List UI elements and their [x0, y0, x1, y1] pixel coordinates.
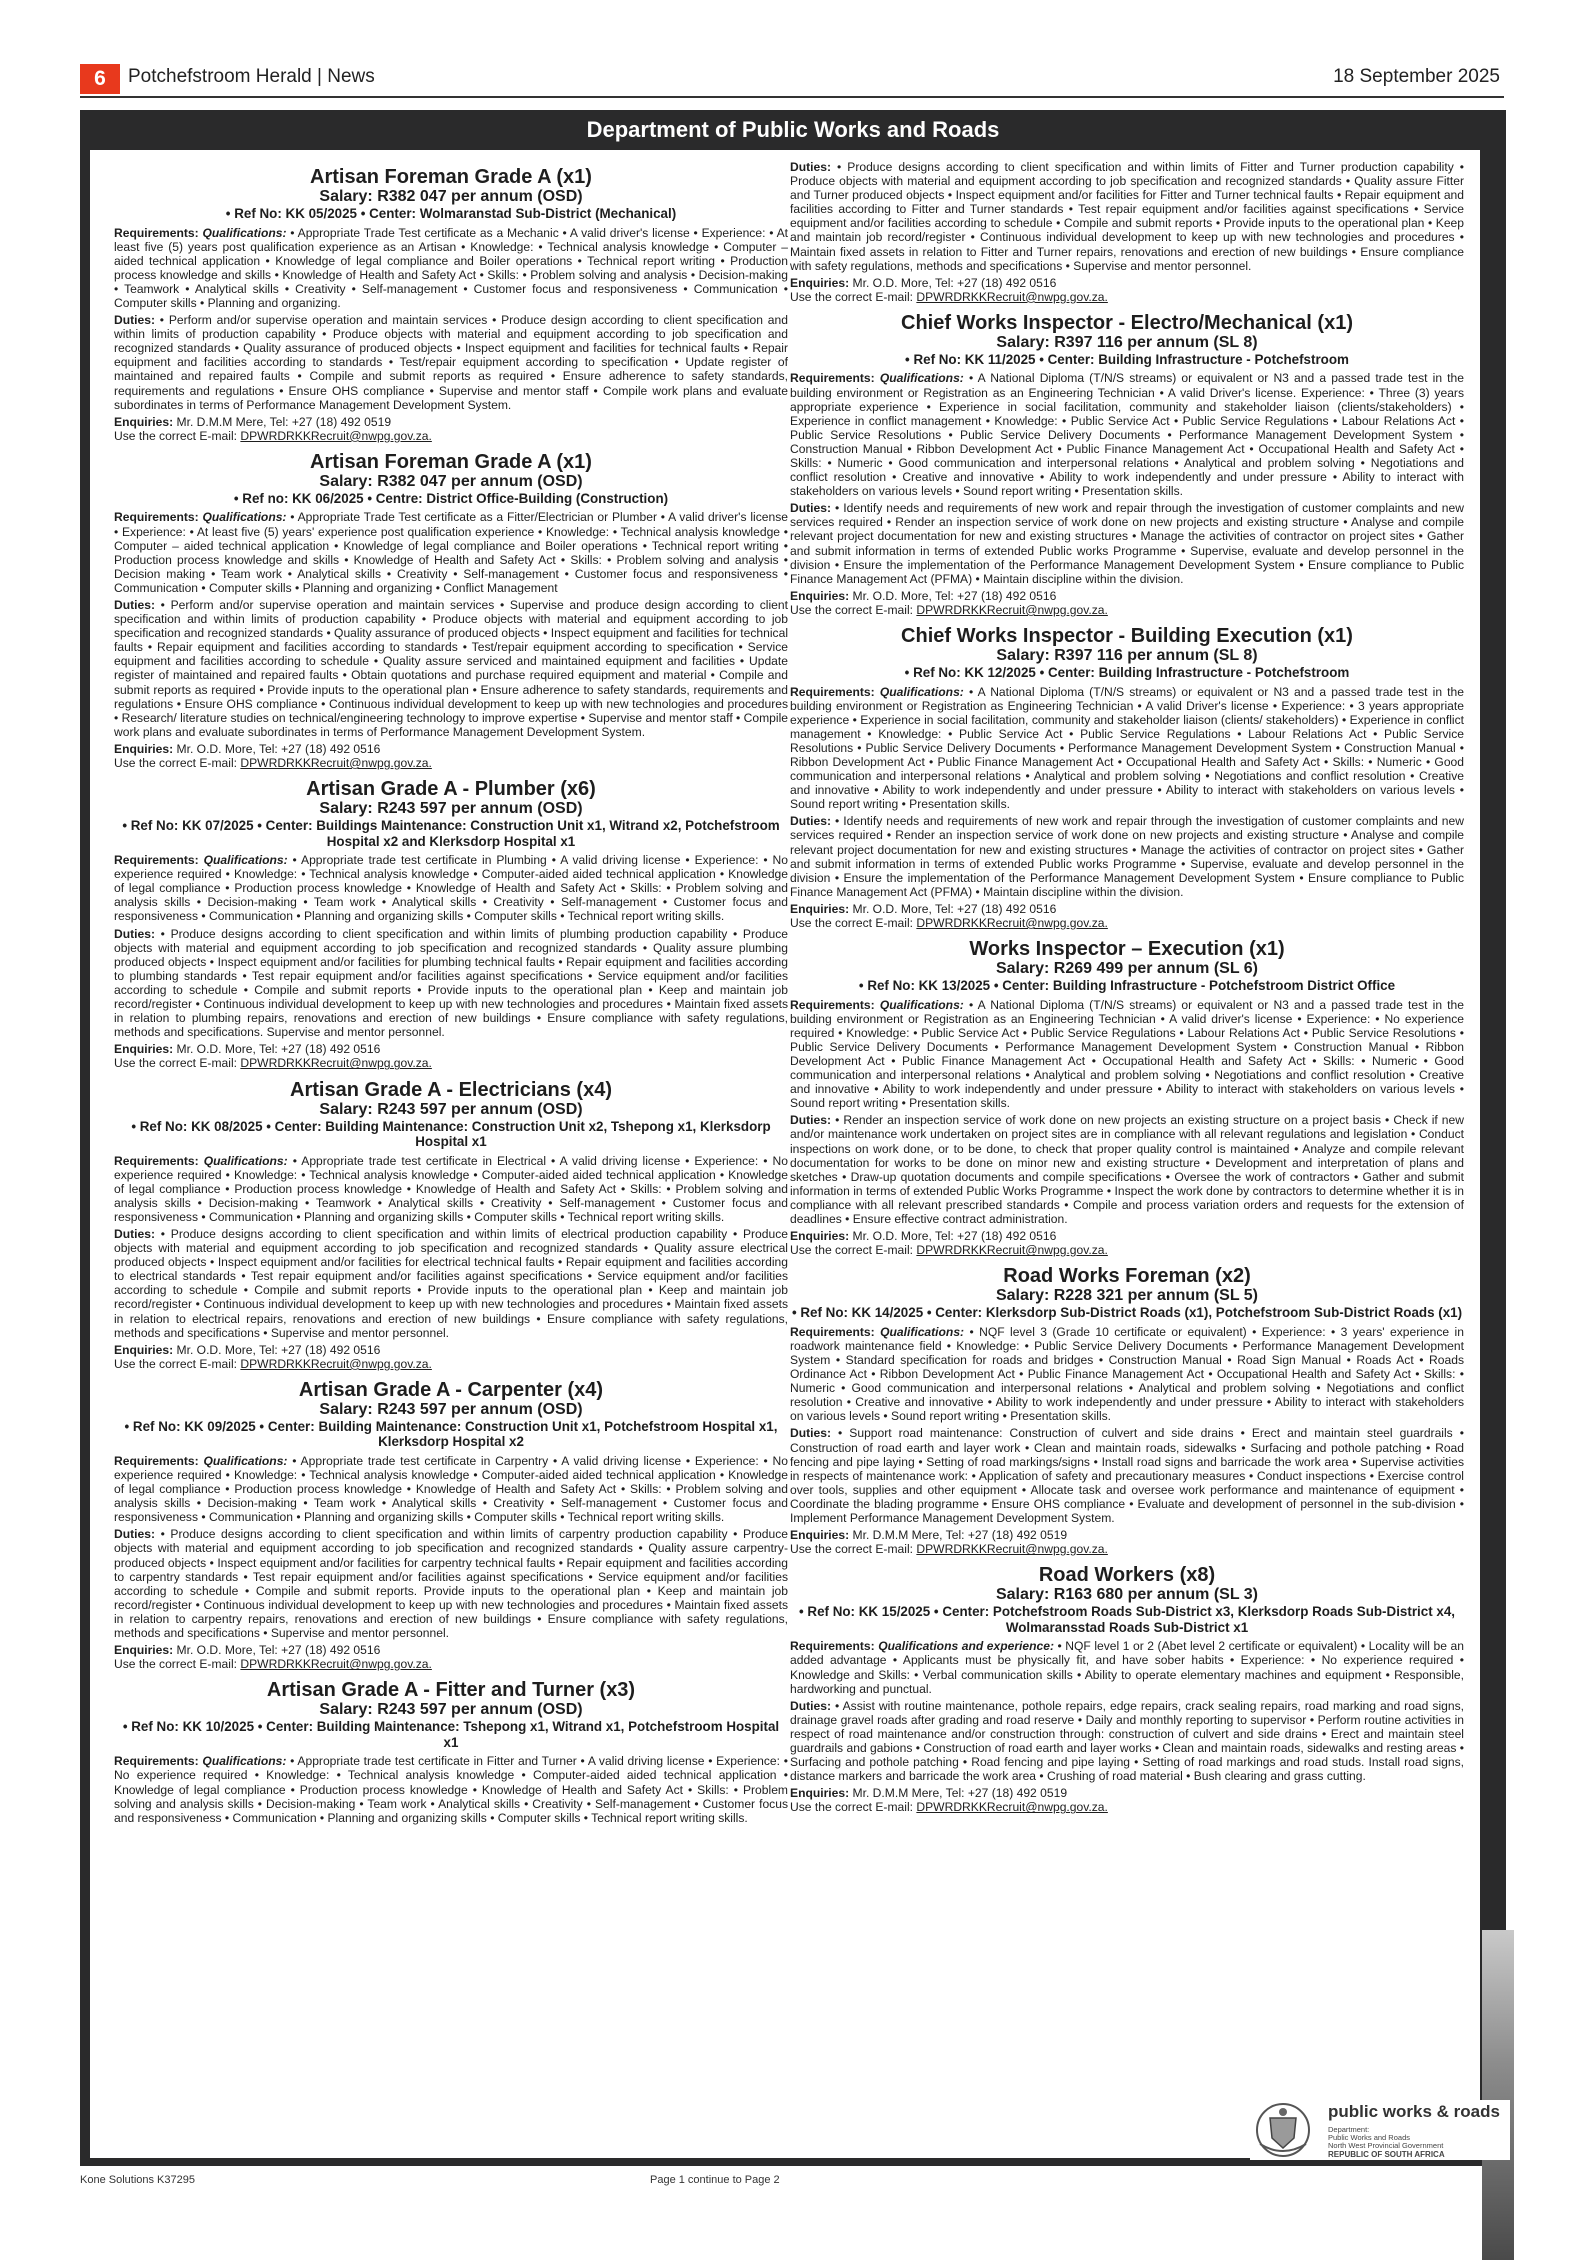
job-reference: • Ref No: KK 08/2025 • Center: Building Maintenance: Construction Unit x2, Tshepong x1, Klerksdorp Hospital x1 — [131, 1118, 771, 1149]
enquiries-label: Enquiries: — [114, 1342, 174, 1357]
job-enquiries — [790, 589, 1464, 603]
email-link[interactable]: DPWRDRKKRecruit@nwpg.gov.za. — [240, 428, 432, 443]
duties-label: Duties: — [114, 1527, 155, 1542]
email-link[interactable]: DPWRDRKKRecruit@nwpg.gov.za. — [916, 289, 1108, 304]
job-enquiries — [114, 415, 788, 429]
job-enquiries — [790, 1786, 1464, 1800]
qualifications-label: Qualifications: — [202, 1754, 287, 1769]
email-label: Use the correct E-mail: — [790, 1800, 913, 1815]
duties-text: • Render an inspection service of work done on new projects an existing structure on a project basis • Check if new and/or maintenance work undertaken on project sites are in compliance with all relevant regulations and legislation • Conduct inspections on work done, or to be done, to check that proper quality control is maintained • Analyze and compile relevant documentation for works to be done on minor new and existing structure • Development and interpretation of plans and sketches • Draw-up quotation documents and compile specifications • Oversee the work of contractors • Gather and submit information in terms of extended Public Works Programme • Inspect the work done by contractors to determine whether it is in compliance with all relevant prescribed standards • Compile and process variation orders and requests for the extension of deadlines • Ensure effective contract administration. — [790, 1113, 1464, 1227]
enquiries-label: Enquiries: — [114, 741, 174, 756]
requirements-text: • Appropriate Trade Test certificate as a Mechanic • A valid driver's license • Experience: • At least five (5) years post qualification experience as an Artisan • Knowledge: • Technical analysis knowledge • Computer – aided technical application • Knowledge of legal compliance and Boiler operations • Technical report writing • Production process knowledge and skills • Knowledge of Health and Safety Act • Skills: • Problem solving and analysis • Decision-making • Teamwork • Analytical skills • Creativity • Self-management • Customer focus and responsiveness • Communication • Computer skills • Planning and organizing. — [114, 225, 788, 310]
footer-continuation: Page 1 continue to Page 2 — [650, 2174, 780, 2186]
job-salary: Salary: R243 597 per annum (OSD) — [319, 1701, 583, 1719]
job-title: Artisan Grade A - Carpenter (x4) — [298, 1378, 604, 1401]
requirements-text: • Appropriate trade test certificate in Electrical • A valid driving license • Experience: • No experience required • Knowledge: • Technical analysis knowledge • Computer-aided aided technical application • Knowledge of legal compliance • Production process knowledge • Knowledge of Health and Safety Act • Skills: • Problem solving and analysis skills • Decision-making • Teamwork • Analytical skills • Creativity • Self-management • Customer focus and responsiveness • Communication • Planning and organizing skills • Computer skills • Technical report writing skills. — [114, 1153, 788, 1224]
requirements-label: Requirements: — [790, 1639, 875, 1654]
email-label: Use the correct E-mail: — [114, 756, 237, 770]
page-number: 6 — [80, 64, 120, 94]
requirements-text: • A National Diploma (T/N/S streams) or equivalent or N3 and a passed trade test in the building environment or Registration as an Engineering Technician • A valid Driver's license. Experience: • Three (3) years appropriate experience • Experience in social facilitation, community and stakeholder liaison (clients/stakeholders) • Experience in conflict management • Knowledge: • Public Service Act • Public Service Regulations • Labour Relations Act • Public Service Resolutions • Public Service Delivery Documents • Performance Management Development System • Construction Manual • Ribbon Development Act • Public Finance Management Act • Occupational Health and Safety Act • Skills: • Numeric • Good communication and interpersonal relations • Analytical and problem solving • Negotiations and conflict resolution • Creative and innovative • Ability to work independently and under pressure • Ability to interact with stakeholders on various levels • Sound report writing • Presentation skills. — [790, 371, 1464, 499]
enquiries-label: Enquiries: — [790, 588, 850, 603]
requirements-label: Requirements: — [114, 1754, 199, 1769]
enquiries-text: Mr. D.M.M Mere, Tel: +27 (18) 492 0519 — [852, 1786, 1068, 1801]
job-email — [114, 429, 788, 443]
requirements-text: • NQF level 3 (Grade 10 certificate or equivalent) • Experience: • 3 years' experience in roadwork maintenance field • Knowledge: • Public Service Delivery Documents • Performance Management Development System • Standard specification for roads and bridges • Construction Manual • Road Sign Manual • Roads Act • Roads Ordinance Act • Ribbon Development Act • Public Finance Management Act • Occupational Health and Safety Act • Skills: • Numeric • Good communication and interpersonal relations • Analytical and problem solving • Negotiations and conflict resolution • Creative and innovative • Ability to work independently and under pressure • Ability to interact with stakeholders on various levels • Sound report writing • Presentation skills. — [790, 1324, 1464, 1424]
duties-label: Duties: — [114, 313, 155, 328]
requirements-text: • Appropriate trade test certificate in Carpentry • A valid driving license • Experience: • No experience required • Knowledge: • Technical analysis knowledge • Computer-aided aided technical application • Knowledge of legal compliance • Production process knowledge • Knowledge of Health and Safety Act • Skills: • Problem solving and analysis skills • Decision-making • Team work • Analytical skills • Creativity • Self-management • Customer focus and responsiveness • Communication • Planning and organizing skills • Computer skills • Technical report writing skills. — [114, 1453, 788, 1525]
job-listing — [790, 312, 1464, 617]
job-title: Road Workers (x8) — [1038, 1564, 1216, 1587]
job-salary: Salary: R163 680 per annum (SL 3) — [995, 1586, 1259, 1604]
job-title: Chief Works Inspector - Building Execution (x1) — [901, 625, 1353, 648]
duties-text: • Support road maintenance: Construction of culvert and side drains • Erect and maintain steel guardrails • Construction of road earth and layer work • Clean and maintain roads, sidewalks • Surfacing and pothole patching • Road fencing and pipe laying • Setting of road markings/signs • Install road signs and barricade the work area • Supervise activities in respects of maintenance work: • Application of safety and precautionary measures • Conduct inspections • Exercise control over tools, supplies and other equipment • Allocate task and oversee work performance and maintenance of equipment • Coordinate the blading programme • Ensure OHS compliance • Evaluate and development of personnel in the sub-division • Implement Performance Management Development System. — [790, 1426, 1464, 1526]
job-duties — [790, 1113, 1464, 1226]
email-label: Use the correct E-mail: — [790, 602, 913, 617]
email-label: Use the correct E-mail: — [790, 289, 913, 304]
enquiries-text: Mr. O.D. More, Tel: +27 (18) 492 0516 — [852, 588, 1057, 603]
qualifications-label: Qualifications: — [202, 225, 287, 240]
job-duties — [790, 1426, 1464, 1525]
advert-frame — [80, 110, 1506, 2166]
duties-text: • Produce designs according to client specification and within limits of carpentry production capability • Produce objects with material and equipment according to job specification and recognized standards • Quality assure carpentry-produced objects • Inspect equipment and/or facilities for carpentry technical faults • Repair equipment and facilities according to carpentry standards • Test repair equipment and/or facilities against specifications • Service equipment and/or facilities according to schedule • Compile and submit reports. Provide inputs to the operational plan • Keep and maintain job record/register • Continuous individual development to keep up with new technologies and procedures • Maintain fixed assets in relation to carpentry repairs, renovations and erection of new buildings • Ensure compliance with safety regulations, methods and specifications • Supervise and mentor personnel. — [114, 1527, 788, 1641]
job-listing — [114, 1079, 788, 1371]
email-link[interactable]: DPWRDRKKRecruit@nwpg.gov.za. — [240, 1356, 432, 1371]
job-email — [790, 916, 1464, 930]
job-duties — [790, 814, 1464, 899]
enquiries-text: Mr. D.M.M Mere, Tel: +27 (18) 492 0519 — [852, 1528, 1068, 1543]
requirements-label: Requirements: — [114, 225, 199, 240]
qualifications-label: Qualifications: — [879, 997, 964, 1012]
job-listing — [114, 1379, 788, 1671]
email-link[interactable]: DPWRDRKKRecruit@nwpg.gov.za. — [916, 1243, 1108, 1258]
duties-text: • Identify needs and requirements of new work and repair through the investigation of customer complaints and new services required • Render an inspection service of work done on new projects and existing structure • Analyse and compile relevant project documentation for new and existing structures • Manage the activities of contractor on project sites • Gather and submit information in terms of extended Public works Programme • Supervise, evaluate and develop personnel in the division • Ensure the implementation of the Performance Management Development System • Ensure compliance to Public Finance Management Act (PFMA) • Maintain discipline within the division. — [790, 814, 1464, 899]
job-salary: Salary: R382 047 per annum (OSD) — [319, 188, 583, 205]
requirements-label: Requirements: — [114, 1453, 199, 1468]
qualifications-label: Qualifications: — [203, 853, 288, 868]
duties-label: Duties: — [790, 1113, 831, 1128]
enquiries-text: Mr. D.M.M Mere, Tel: +27 (18) 492 0519 — [176, 414, 392, 429]
job-requirements — [790, 371, 1464, 498]
job-reference: • Ref No: KK 07/2025 • Center: Buildings Maintenance: Construction Unit x1, Witrand x2, Potchefstroom Hospital x2 and Klerksdorp Hospital x1 — [122, 818, 780, 849]
job-salary: Salary: R243 597 per annum (OSD) — [319, 1100, 583, 1118]
job-reference: • Ref No: KK 13/2025 • Center: Building Infrastructure - Potchefstroom District Office — [858, 978, 1396, 994]
job-requirements — [114, 226, 788, 311]
job-duties — [790, 501, 1464, 586]
duties-label: Duties: — [790, 1426, 831, 1441]
logo-line-2: Public Works and Roads — [1328, 2133, 1410, 2142]
job-listing — [114, 778, 788, 1070]
job-reference: • Ref No: KK 09/2025 • Center: Building Maintenance: Construction Unit x1, Potchefstroom Hospital x1, Klerksdorp Hospital x2 — [124, 1418, 778, 1450]
duties-text: • Assist with routine maintenance, pothole repairs, edge repairs, crack sealing repairs, road marking and road signs, drainage gravel roads after grading and road reserve • Daily and monthly reporting to supervisor • Perform routine activities in respect of road maintenance and/or construction through: construction of culvert and side drains • Erect and maintain steel guardrails and gabions • Construction of road earth and layer works • Clean and maintain roads, sidewalks and resting areas • Surfacing and pothole patching • Road fencing and pipe laying • Setting of road markings and road studs. Install road signs, distance markers and barricade the work area • Crushing of road material • Bush clearing and grass cutting. — [790, 1698, 1464, 1784]
requirements-label: Requirements: — [790, 1324, 875, 1339]
requirements-text: • Appropriate Trade Test certificate as a Fitter/Electrician or Plumber • A valid driver's license • Experience: • At least five (5) years' experience post qualification experience • Knowledge: • Technical analysis knowledge • Computer – aided technical application • Knowledge of legal compliance and Boiler operations • Technical report writing • Production process knowledge and skills • Knowledge of Health and Safety Act • Skills: • Problem solving and analysis • Decision making • Team work • Analytical skills • Creativity • Self-management • Customer focus and responsiveness • Communication • Computer skills • Planning and organizing • Conflict Management — [114, 510, 788, 595]
enquiries-label: Enquiries: — [114, 414, 174, 429]
email-label: Use the correct E-mail: — [114, 1657, 237, 1672]
duties-label: Duties: — [114, 1226, 155, 1241]
enquiries-label: Enquiries: — [790, 1786, 850, 1801]
job-requirements — [790, 998, 1464, 1111]
road-photo — [1482, 1930, 1514, 2260]
job-duties — [790, 1699, 1464, 1784]
job-salary: Salary: R397 116 per annum (SL 8) — [996, 333, 1258, 351]
enquiries-label: Enquiries: — [114, 1643, 174, 1658]
qualifications-label: Qualifications: — [202, 510, 287, 525]
department-logo — [1250, 2100, 1510, 2160]
job-requirements — [790, 1325, 1464, 1424]
enquiries-label: Enquiries: — [114, 1042, 174, 1057]
right-column — [790, 160, 1464, 1817]
job-requirements — [114, 1154, 788, 1224]
header-rule — [80, 96, 1504, 98]
logo-line-3: North West Provincial Government — [1328, 2141, 1444, 2150]
job-title: Chief Works Inspector - Electro/Mechanical (x1) — [901, 311, 1353, 334]
job-title: Artisan Grade A - Plumber (x6) — [306, 778, 596, 801]
job-listing — [790, 1564, 1464, 1814]
requirements-label: Requirements: — [790, 371, 875, 386]
enquiries-text: Mr. O.D. More, Tel: +27 (18) 492 0516 — [852, 275, 1057, 290]
duties-text: • Perform and/or supervise operation and maintain services • Produce design according to client specification and within limits of production capability • Produce objects with material and equipment according to job specification and recognized standards • Quality assurance of produced objects • Inspect equipment and facilities for technical faults • Repair equipment and facilities according to standards • Test/repair equipment according to specification • Update register of maintained and repaired faults • Compile and submit reports as required • Ensure adherence to safety standards, requirements and regulations • Ensure OHS compliance • Supervise and mentor staff • Compile work plans and evaluate subordinates in terms of Performance Management Development System. — [114, 313, 788, 412]
job-title: Artisan Grade A - Fitter and Turner (x3) — [266, 1679, 636, 1702]
duties-label: Duties: — [790, 160, 831, 174]
duties-text: • Produce designs according to client specification and within limits of Fitter and Turner production capability • Produce objects with material and equipment according to job specification and recognized standards • Quality assure Fitter and Turner produced objects • Inspect equipment and/or facilities for Fitter and Turner technical faults • Repair equipment and facilities according to Fitter and Turner standards • Test repair equipment and/or facilities against specifications • Service equipment and/or facilities according to schedule • Compile and submit reports • Provide inputs to the operational plan • Keep and maintain job record/register • Continuous individual development to keep up with new technologies and procedures • Maintain fixed assets in relation to Fitter and Turner repairs, renovations and erection of new buildings • Ensure compliance with safety regulations, methods and specifications • Supervise and mentor personnel. — [790, 160, 1464, 273]
qualifications-label: Qualifications: — [879, 371, 964, 386]
enquiries-text: Mr. O.D. More, Tel: +27 (18) 492 0516 — [176, 1342, 381, 1357]
enquiries-label: Enquiries: — [790, 901, 850, 916]
job-duties — [114, 1527, 788, 1640]
qualifications-label: Qualifications: — [880, 1324, 965, 1339]
job-email — [114, 1056, 788, 1070]
email-label: Use the correct E-mail: — [114, 428, 237, 443]
job-email — [114, 1357, 788, 1371]
job-requirements — [790, 1639, 1464, 1695]
job-reference: • Ref No: KK 05/2025 • Center: Wolmaranstad Sub-District (Mechanical) — [225, 206, 677, 221]
email-link[interactable]: DPWRDRKKRecruit@nwpg.gov.za. — [240, 1056, 432, 1071]
duties-label: Duties: — [790, 501, 831, 516]
job-continuation — [790, 160, 1464, 304]
requirements-text: • Appropriate trade test certificate in Fitter and Turner • A valid driving license • Experience: • No experience required • Knowledge: • Technical analysis knowledge • Computer-aided aided technical application • Knowledge of legal compliance • Production process knowledge • Knowledge of Health and Safety Act • Skills: • Problem solving and analysis skills • Decision-making • Team work • Analytical skills • Creativity • Self-management • Customer focus and responsiveness • Communication • Planning and organizing skills • Computer skills • Technical report writing skills. — [114, 1754, 788, 1825]
job-reference: • Ref No: KK 15/2025 • Center: Potchefstroom Roads Sub-District x3, Klerksdorp Roads Sub-District x4, Wolmaransstad Roads Sub-District x1 — [799, 1604, 1455, 1635]
requirements-text: • A National Diploma (T/N/S streams) or equivalent or N3 and a passed trade test in the building environment or Registration as an Engineering Technician • A valid driver's license • Experience: • No experience required • Knowledge: • Public Service Act • Public Service Regulations • Labour Relations Act • Public Service Resolutions • Public Service Delivery Documents • Performance Management Development System • Construction Manual • Ribbon Development Act • Public Finance Management Act • Occupational Health and Safety Act • Skills: • Numeric • Good communication and interpersonal relations • Analytical and problem solving • Negotiations and conflict resolution • Creative and innovative • Ability to work independently and under pressure • Ability to interact with stakeholders on various levels • Sound report writing • Presentation skills. — [790, 997, 1464, 1111]
job-listing — [114, 451, 788, 770]
job-listing — [114, 1679, 788, 1824]
job-salary: Salary: R382 047 per annum (OSD) — [319, 472, 583, 490]
job-email — [114, 756, 788, 770]
email-link[interactable]: DPWRDRKKRecruit@nwpg.gov.za. — [916, 1542, 1108, 1557]
left-column — [114, 160, 788, 1828]
email-label: Use the correct E-mail: — [790, 916, 913, 931]
job-title: Artisan Foreman Grade A (x1) — [310, 450, 592, 473]
footer-agency: Kone Solutions K37295 — [80, 2174, 195, 2186]
job-duties — [114, 598, 788, 739]
email-link[interactable]: DPWRDRKKRecruit@nwpg.gov.za. — [916, 1800, 1108, 1815]
job-salary: Salary: R228 321 per annum (SL 5) — [995, 1287, 1259, 1305]
enquiries-text: Mr. O.D. More, Tel: +27 (18) 492 0516 — [176, 1042, 381, 1057]
logo-line-4: REPUBLIC OF SOUTH AFRICA — [1328, 2150, 1445, 2159]
job-enquiries — [114, 1643, 788, 1657]
email-label: Use the correct E-mail: — [114, 1056, 237, 1071]
email-link[interactable]: DPWRDRKKRecruit@nwpg.gov.za. — [916, 602, 1108, 617]
enquiries-label: Enquiries: — [790, 1528, 850, 1543]
job-listing — [790, 938, 1464, 1257]
requirements-label: Requirements: — [114, 853, 199, 868]
email-label: Use the correct E-mail: — [790, 1542, 913, 1557]
duties-label: Duties: — [790, 814, 831, 829]
job-email — [790, 1243, 1464, 1257]
job-enquiries — [114, 742, 788, 756]
requirements-text: • NQF level 1 or 2 (Abet level 2 certificate or equivalent) • Locality will be an added advantage • Applicants must be physically fit, and have sober habits • Experience: • No experience required • Knowledge and Skills: • Verbal communication skills • Ability to operate elementary machines and equipment • Responsible, hardworking and punctual. — [790, 1639, 1464, 1696]
job-salary: Salary: R243 597 per annum (OSD) — [319, 800, 583, 818]
job-title: Road Works Foreman (x2) — [1003, 1265, 1251, 1288]
job-email — [790, 1542, 1464, 1556]
job-enquiries — [790, 1528, 1464, 1542]
issue-date: 18 September 2025 — [1333, 66, 1500, 87]
job-email — [790, 290, 1464, 304]
coat-of-arms-icon — [1250, 2100, 1316, 2160]
job-listing — [790, 625, 1464, 930]
enquiries-label: Enquiries: — [790, 275, 850, 290]
job-requirements — [114, 510, 788, 595]
job-requirements — [114, 853, 788, 923]
advert-title: Department of Public Works and Roads — [586, 117, 1000, 142]
job-enquiries — [790, 1229, 1464, 1243]
duties-text: • Produce designs according to client specification and within limits of plumbing production capability • Produce objects with material and equipment according to job specification and recognized standards • Quality assure plumbing produced objects • Inspect equipment and/or facilities for plumbing technical faults • Repair equipment and facilities according to plumbing standards • Test repair equipment and/or facilities against specifications • Service equipment and/or facilities according to schedule • Compile and submit reports • Provide inputs to the operational plan • Keep and maintain job record/register • Continuous individual development to keep up with new technologies and procedures • Maintain fixed assets in relation to plumbing repairs, renovations and erection of new buildings • Ensure compliance with safety regulations, methods and specifications. Supervise and mentor personnel. — [114, 926, 788, 1040]
requirements-label: Requirements: — [790, 684, 875, 699]
requirements-text: • Appropriate trade test certificate in Plumbing • A valid driving license • Experience: • No experience required • Knowledge: • Technical analysis knowledge • Computer-aided aided technical application • Knowledge of legal compliance • Production process knowledge • Knowledge of Health and Safety Act • Skills: • Problem solving and analysis skills • Decision-making • Team work • Analytical skills • Creativity • Self-management • Customer focus and responsiveness • Communication • Planning and organizing skills • Computer skills • Technical report writing skills. — [114, 853, 788, 924]
duties-text: • Perform and/or supervise operation and maintain services • Supervise and produce design according to client specification and within limits of production capability • Produce objects with material and equipment according to job specification and recognized standards • Quality assurance of produced objects • Inspect equipment and facilities for technical faults • Repair equipment and facilities according to standards • Test/repair equipment according to specification • Service equipment and facilities according to schedule • Quality assure serviced and maintained equipment and facilities • Update register of maintained and repaired faults • Obtain quotations and purchase required equipment and material • Compile and submit reports as required • Provide inputs to the operational plan • Ensure adherence to safety standards, requirements and regulations • Ensure OHS compliance • Continuous individual development to keep up with new technologies and procedures • Research/ literature studies on technical/engineering technology to improve expertise • Supervise and mentor staff • Compile work plans and evaluate subordinates in terms of Performance Management Development System. — [114, 597, 789, 739]
job-salary: Salary: R397 116 per annum (SL 8) — [996, 647, 1258, 665]
qualifications-label: Qualifications: — [879, 684, 964, 699]
job-email — [114, 1657, 788, 1671]
enquiries-text: Mr. O.D. More, Tel: +27 (18) 492 0516 — [852, 901, 1057, 916]
job-requirements — [114, 1454, 788, 1524]
job-enquiries — [790, 902, 1464, 916]
requirements-text: • A National Diploma (T/N/S streams) or equivalent or N3 and a passed trade test in the building environment or Registration as Engineering Technician • A valid Driver's license • Experience: • 3 years appropriate experience • Experience in social facilitation, community and stakeholder liaison (clients/ stakeholders) • Experience in conflict management • Knowledge: • Public Service Act • Public Service Regulations • Labour Relations Act • Public Service Resolutions • Public Service Delivery Documents • Performance Management Development System • Construction Manual • Ribbon Development Act • Public Finance Management Act • Occupational Health and Safety Act • Skills: • Numeric • Good communication and interpersonal relations • Analytical and problem solving • Negotiations and conflict resolution • Creative and innovative • Ability to work independently and under pressure • Ability to interact with stakeholders on various levels • Sound report writing • Presentation skills. — [790, 684, 1464, 812]
job-email — [790, 1800, 1464, 1814]
job-listing — [114, 166, 788, 443]
job-reference: • Ref No: KK 11/2025 • Center: Building Infrastructure - Potchefstroom — [905, 351, 1349, 367]
job-enquiries — [114, 1042, 788, 1056]
advert-body — [90, 150, 1480, 2158]
job-title: Artisan Foreman Grade A (x1) — [310, 166, 592, 188]
job-title: Artisan Grade A - Electricians (x4) — [290, 1078, 612, 1101]
email-link[interactable]: DPWRDRKKRecruit@nwpg.gov.za. — [916, 916, 1108, 931]
qualifications-label: Qualifications: — [203, 1453, 288, 1468]
email-link[interactable]: DPWRDRKKRecruit@nwpg.gov.za. — [240, 1657, 432, 1672]
enquiries-text: Mr. O.D. More, Tel: +27 (18) 492 0516 — [176, 1643, 381, 1658]
duties-label: Duties: — [114, 926, 155, 941]
job-requirements — [114, 1754, 788, 1824]
job-reference: • Ref no: KK 06/2025 • Centre: District Office-Building (Construction) — [233, 490, 669, 506]
job-title: Works Inspector – Execution (x1) — [969, 938, 1285, 961]
requirements-label: Requirements: — [114, 1153, 199, 1168]
job-requirements — [790, 685, 1464, 812]
job-duties — [790, 160, 1464, 273]
logo-title: public works & roads — [1328, 2102, 1500, 2121]
enquiries-text: Mr. O.D. More, Tel: +27 (18) 492 0516 — [852, 1229, 1057, 1244]
job-salary: Salary: R269 499 per annum (SL 6) — [995, 960, 1259, 978]
job-reference: • Ref No: KK 14/2025 • Center: Klerksdorp Sub-District Roads (x1), Potchefstroom Sub-District Roads (x1) — [791, 1305, 1463, 1321]
job-reference: • Ref No: KK 12/2025 • Center: Building Infrastructure - Potchefstroom — [904, 665, 1350, 681]
job-duties — [114, 313, 788, 412]
qualifications-label: Qualifications and experience: — [878, 1639, 1054, 1654]
job-duties — [114, 927, 788, 1040]
email-label: Use the correct E-mail: — [114, 1356, 237, 1371]
job-listing — [790, 1265, 1464, 1556]
qualifications-label: Qualifications: — [203, 1153, 288, 1168]
publication-name: Potchefstroom Herald | News — [128, 66, 375, 87]
duties-label: Duties: — [114, 597, 155, 612]
job-duties — [114, 1227, 788, 1340]
job-enquiries — [790, 276, 1464, 290]
requirements-label: Requirements: — [114, 510, 199, 525]
job-salary: Salary: R243 597 per annum (OSD) — [319, 1400, 583, 1418]
duties-text: • Identify needs and requirements of new work and repair through the investigation of customer complaints and new services required • Render an inspection service of work done on new projects and existing structure • Analyse and compile relevant project documentation for new and existing structures • Manage the activities of contractor on project sites • Gather and submit information in terms of extended Public works Programme • Supervise, evaluate and develop personnel in the division • Ensure the implementation of the Performance Management Development System • Ensure compliance to Public Finance Management Act (PFMA) • Maintain discipline within the division. — [790, 501, 1464, 586]
requirements-label: Requirements: — [790, 997, 875, 1012]
logo-line-1: Department: — [1328, 2125, 1370, 2134]
job-reference: • Ref No: KK 10/2025 • Center: Building Maintenance: Tshepong x1, Witrand x1, Potchefstroom Hospital x1 — [122, 1719, 780, 1750]
email-label: Use the correct E-mail: — [790, 1243, 913, 1258]
job-email — [790, 603, 1464, 617]
duties-label: Duties: — [790, 1698, 831, 1713]
enquiries-label: Enquiries: — [790, 1229, 850, 1244]
job-enquiries — [114, 1343, 788, 1357]
email-link[interactable]: DPWRDRKKRecruit@nwpg.gov.za. — [240, 756, 432, 770]
enquiries-text: Mr. O.D. More, Tel: +27 (18) 492 0516 — [176, 741, 381, 756]
duties-text: • Produce designs according to client specification and within limits of electrical production capability • Produce objects with material and equipment according to job specification and recognized standards • Quality assure electrical produced objects • Inspect equipment and/or facilities for electrical technical faults • Repair equipment and facilities according to electrical standards • Test repair equipment and/or facilities against specifications • Service equipment and/or facilities according to schedule • Compile and submit reports • Provide inputs to the operational plan • Keep and maintain job record/register • Continuous individual development to keep up with new technologies and procedures • Maintain fixed assets in relation to electrical repairs, renovations and erection of new buildings • Ensure compliance with safety regulations, methods and specifications • Supervise and mentor personnel. — [114, 1226, 788, 1340]
